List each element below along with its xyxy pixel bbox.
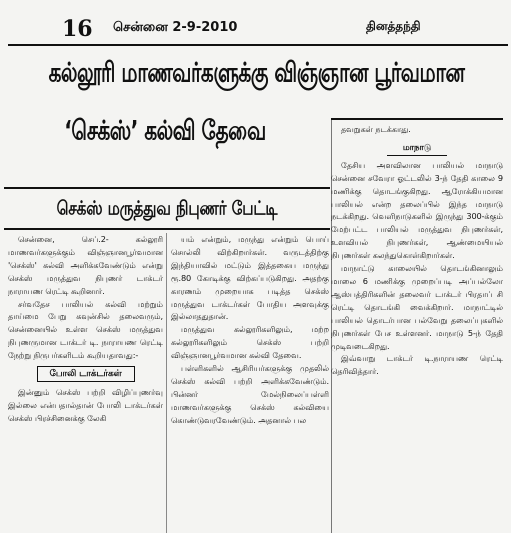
subheadline: செக்ஸ் மருத்துவ நிபுணர் பேட்டி [56,197,278,220]
section-subheading: மாநாடு [387,142,447,156]
headline-line-1: கல்லூரி மாணவர்களுக்கு விஞ்ஞான பூர்வமான [48,56,465,89]
article-column-1 [8,233,163,425]
newspaper-name: தினத்தந்தி [366,19,421,33]
article-column-2 [171,233,329,427]
page-number: 16 [62,16,93,42]
paragraph: மருத்துவ கல்லூரிகளிலும், மற்ற கல்லூரிகளிலும் செக்ஸ் பற்றி விஞ்ஞானபூர்வமான கல்வி தேவை. [171,324,329,361]
paragraph: பள்ளிகளில் ஆசிரியர்களுக்கு முதலில் செக்ஸ் கல்வி பற்றி அளிக்கவேண்டும். பின்னர் மேல்நிலைப்பள்ளி மாணவர்களுக்கு செக்ஸ் கல்வியை கொண்டுவரவேண்டும். அதனால் பல [171,363,329,425]
column-divider [166,233,167,533]
paragraph: சர்வதேச பாலியல் கல்வி மற்றும் தாய்மை பேறு கவுன்சில் தலைவரும், சென்னையில் உள்ள செக்ஸ் மருத்துவ நிபுணருமான டாக்டர் டி. நாராயண ரெட்டி நேற்று நிருபர்களிடம் கூறியதாவது:- [8,298,163,361]
section-subheading: போலி டாக்டர்கள் [37,366,135,382]
paragraph: இவ்வாறு டாக்டர் டி.நாராயண ரெட்டி தெரிவித்தார். [331,353,503,377]
page-header [0,0,511,46]
article-column-3 [331,118,503,378]
headline-line-2: ‘செக்ஸ்’ கல்வி தேவை [64,114,266,147]
paragraph: தேசிய அளவிலான பாலியல் மாநாடு சென்னை சவேரா ஓட்டலில் 3-ந் தேதி காலை 9 மணிக்கு தொடங்குகிறது. ஆரோக்கியமான பாலியல் என்ற தலைப்பில் இந்த மாநாடு நடக்கிறது. வெளிநாடுகளில் இருந்து 300-க்கும் மேற்பட்ட பாலியல் மருத்துவ நிபுணர்கள், உளவியல் நிபுணர்கள், ஆண்மையியல் நிபுணர்கள் கலந்துகொள்கிறார்கள். [331,159,503,261]
paragraph: யம் என்றும், மருந்து என்றும் பொய் சொல்லி விற்கிறார்கள். வருடத்திற்கு இந்தியாவில் மட்டும் இத்தகைய மருந்து ரூ.80 கோடிக்கு விற்கப்படுகிறது. அதற்கு காரணம் முறையாக படித்த செக்ஸ் மருத்துவ டாக்டர்கள் போதிய அளவுக்கு இல்லாததுதான். [171,234,329,322]
header-rule [8,44,508,46]
paragraph: மாநாட்டு காலையில் தொடங்கினாலும் மாலை 6 மணிக்கு முறைப்படி அப்பல்லோ ஆஸ்பத்திரிகளின் தலைவர் டாக்டர் பிரதாப் சி ரெட்டி தொடங்கி வைக்கிறார். மாநாட்டில் பாலியல் தொடர்பான பல்வேறு தலைப்புகளில் நிபுணர்கள் பேச உள்ளனர். மாநாடு 5-ந் தேதி முடிவடைகிறது. [331,263,503,351]
paragraph: தவறுகள் நடக்காது. [341,124,411,134]
paragraph: சென்னை, செப்.2- கல்லூரி மாணவர்களுக்கும் விஞ்ஞானபூர்வமான 'செக்ஸ்' கல்வி அளிக்கவேண்டும் என்று செக்ஸ் மருத்துவ நிபுணர் டாக்டர் நாராயண ரெட்டி கூறினார். [8,234,163,296]
paragraph: இன்னும் செக்ஸ் பற்றி விழிப்புணர்வு இல்லை என்பதால்தான் போலி டாக்டர்கள் செக்ஸ் பிரச்சினைக்கு லேகி [8,387,163,423]
dateline: சென்னை 2-9-2010 [113,20,238,35]
